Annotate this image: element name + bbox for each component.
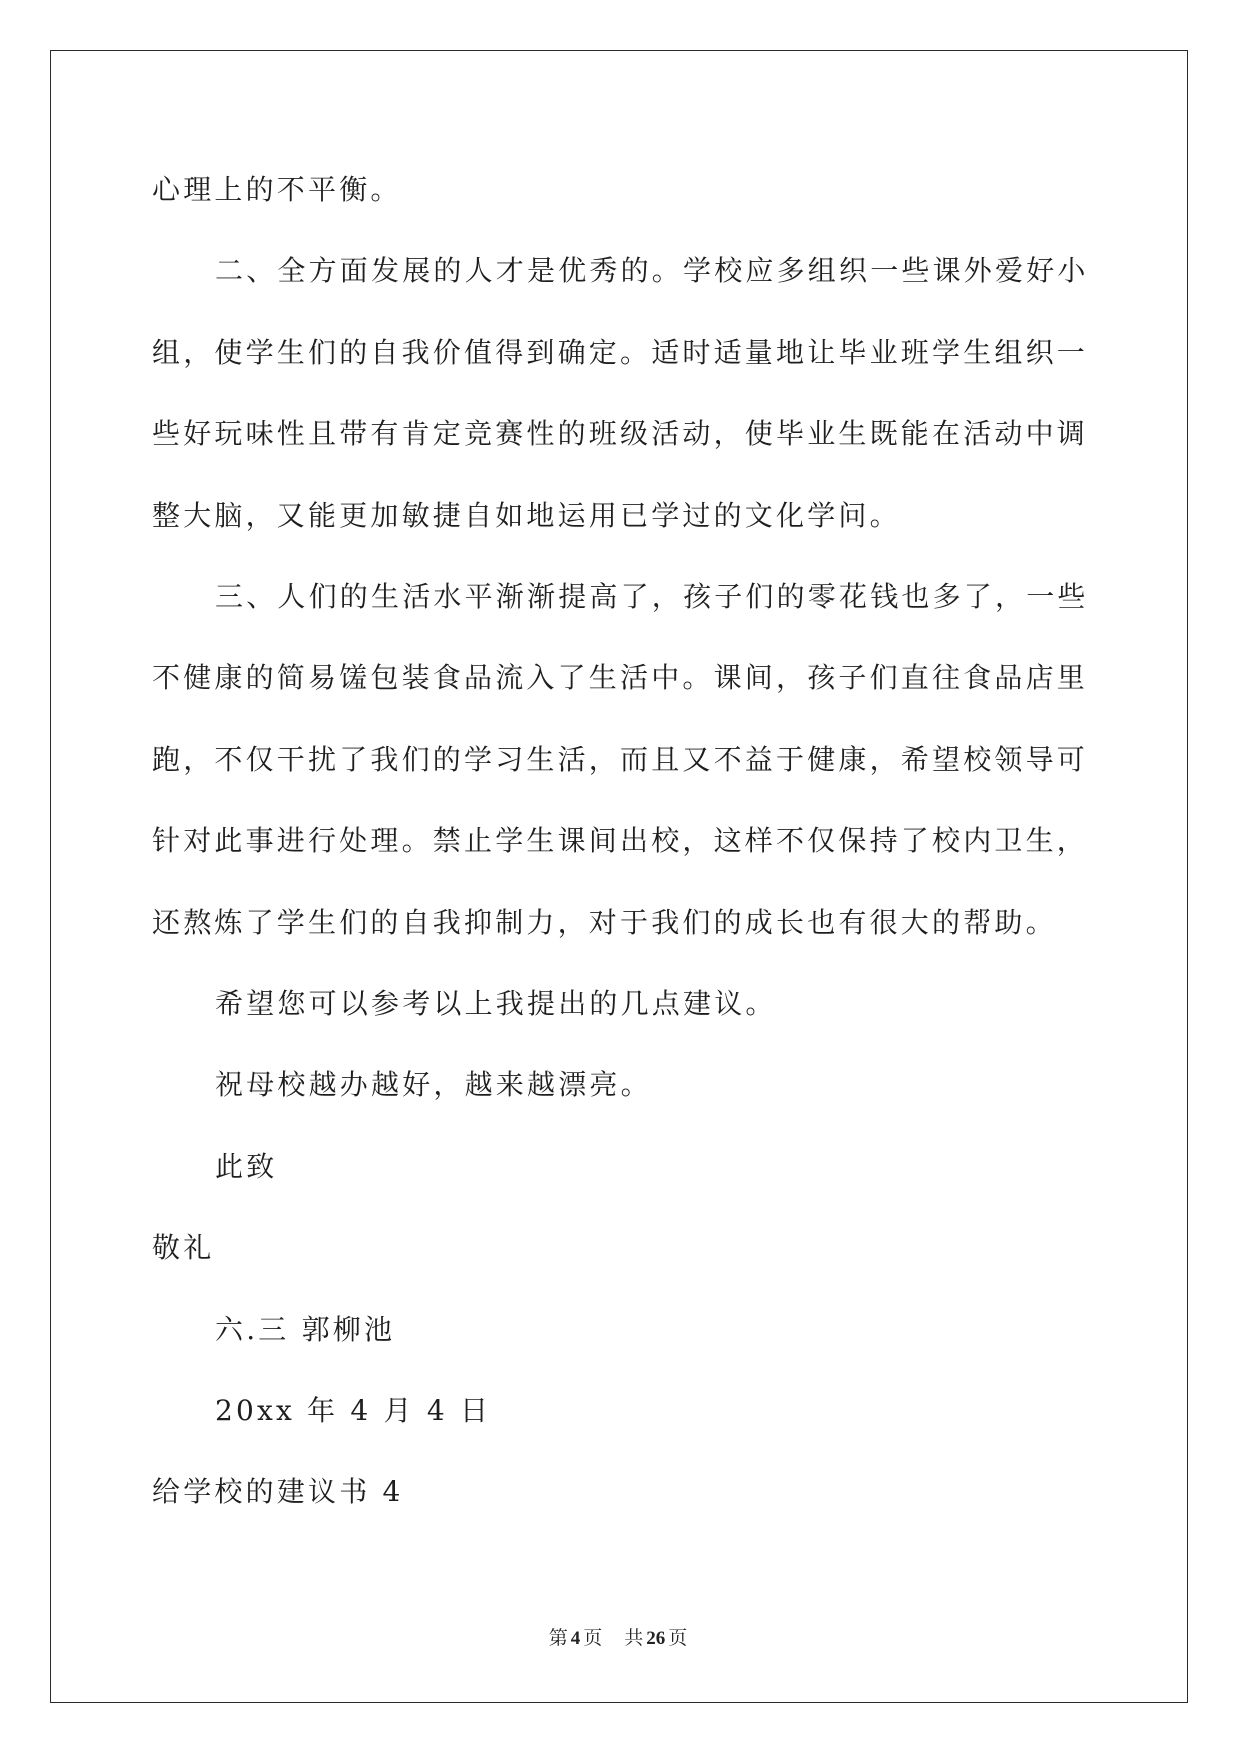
signature: 六.三 郭柳池 xyxy=(215,1313,396,1346)
page-border xyxy=(50,50,1188,1703)
paragraph-line: 心理上的不平衡。 xyxy=(152,173,402,206)
salutation-cizhi: 此致 xyxy=(215,1150,278,1183)
page-number: 4 xyxy=(570,1628,581,1649)
paragraph-line: 跑，不仅干扰了我们的学习生活，而且又不益于健康，希望校领导可 xyxy=(152,743,1089,776)
paragraph-line: 三、人们的生活水平渐渐提高了，孩子们的零花钱也多了，一些 xyxy=(215,580,1089,613)
page-footer xyxy=(0,1626,1236,1650)
page-prefix: 第 xyxy=(548,1627,568,1649)
paragraph-line: 不健康的简易馐包装食品流入了生活中。课间，孩子们直往食品店里 xyxy=(152,661,1089,694)
paragraph-line: 些好玩味性且带有肯定竞赛性的班级活动，使毕业生既能在活动中调 xyxy=(152,417,1089,450)
paragraph-line: 针对此事进行处理。禁止学生课间出校，这样不仅保持了校内卫生， xyxy=(152,824,1089,857)
total-suffix: 页 xyxy=(668,1627,688,1649)
paragraph-line: 整大脑，又能更加敏捷自如地运用已学过的文化学问。 xyxy=(152,499,901,532)
salutation-jingli: 敬礼 xyxy=(152,1231,215,1264)
closing-wish: 祝母校越办越好，越来越漂亮。 xyxy=(215,1068,652,1101)
closing-line: 希望您可以参考以上我提出的几点建议。 xyxy=(215,987,777,1020)
total-prefix: 共 xyxy=(624,1627,644,1649)
total-pages: 26 xyxy=(646,1628,666,1649)
paragraph-line: 还熬炼了学生们的自我抑制力，对于我们的成长也有很大的帮助。 xyxy=(152,906,1057,939)
paragraph-line: 组，使学生们的自我价值得到确定。适时适量地让毕业班学生组织一 xyxy=(152,336,1089,369)
date-line: 20xx 年 4 月 4 日 xyxy=(215,1394,492,1427)
paragraph-line: 二、全方面发展的人才是优秀的。学校应多组织一些课外爱好小 xyxy=(215,254,1089,287)
page-suffix: 页 xyxy=(583,1627,603,1649)
section-title: 给学校的建议书 4 xyxy=(152,1475,404,1508)
